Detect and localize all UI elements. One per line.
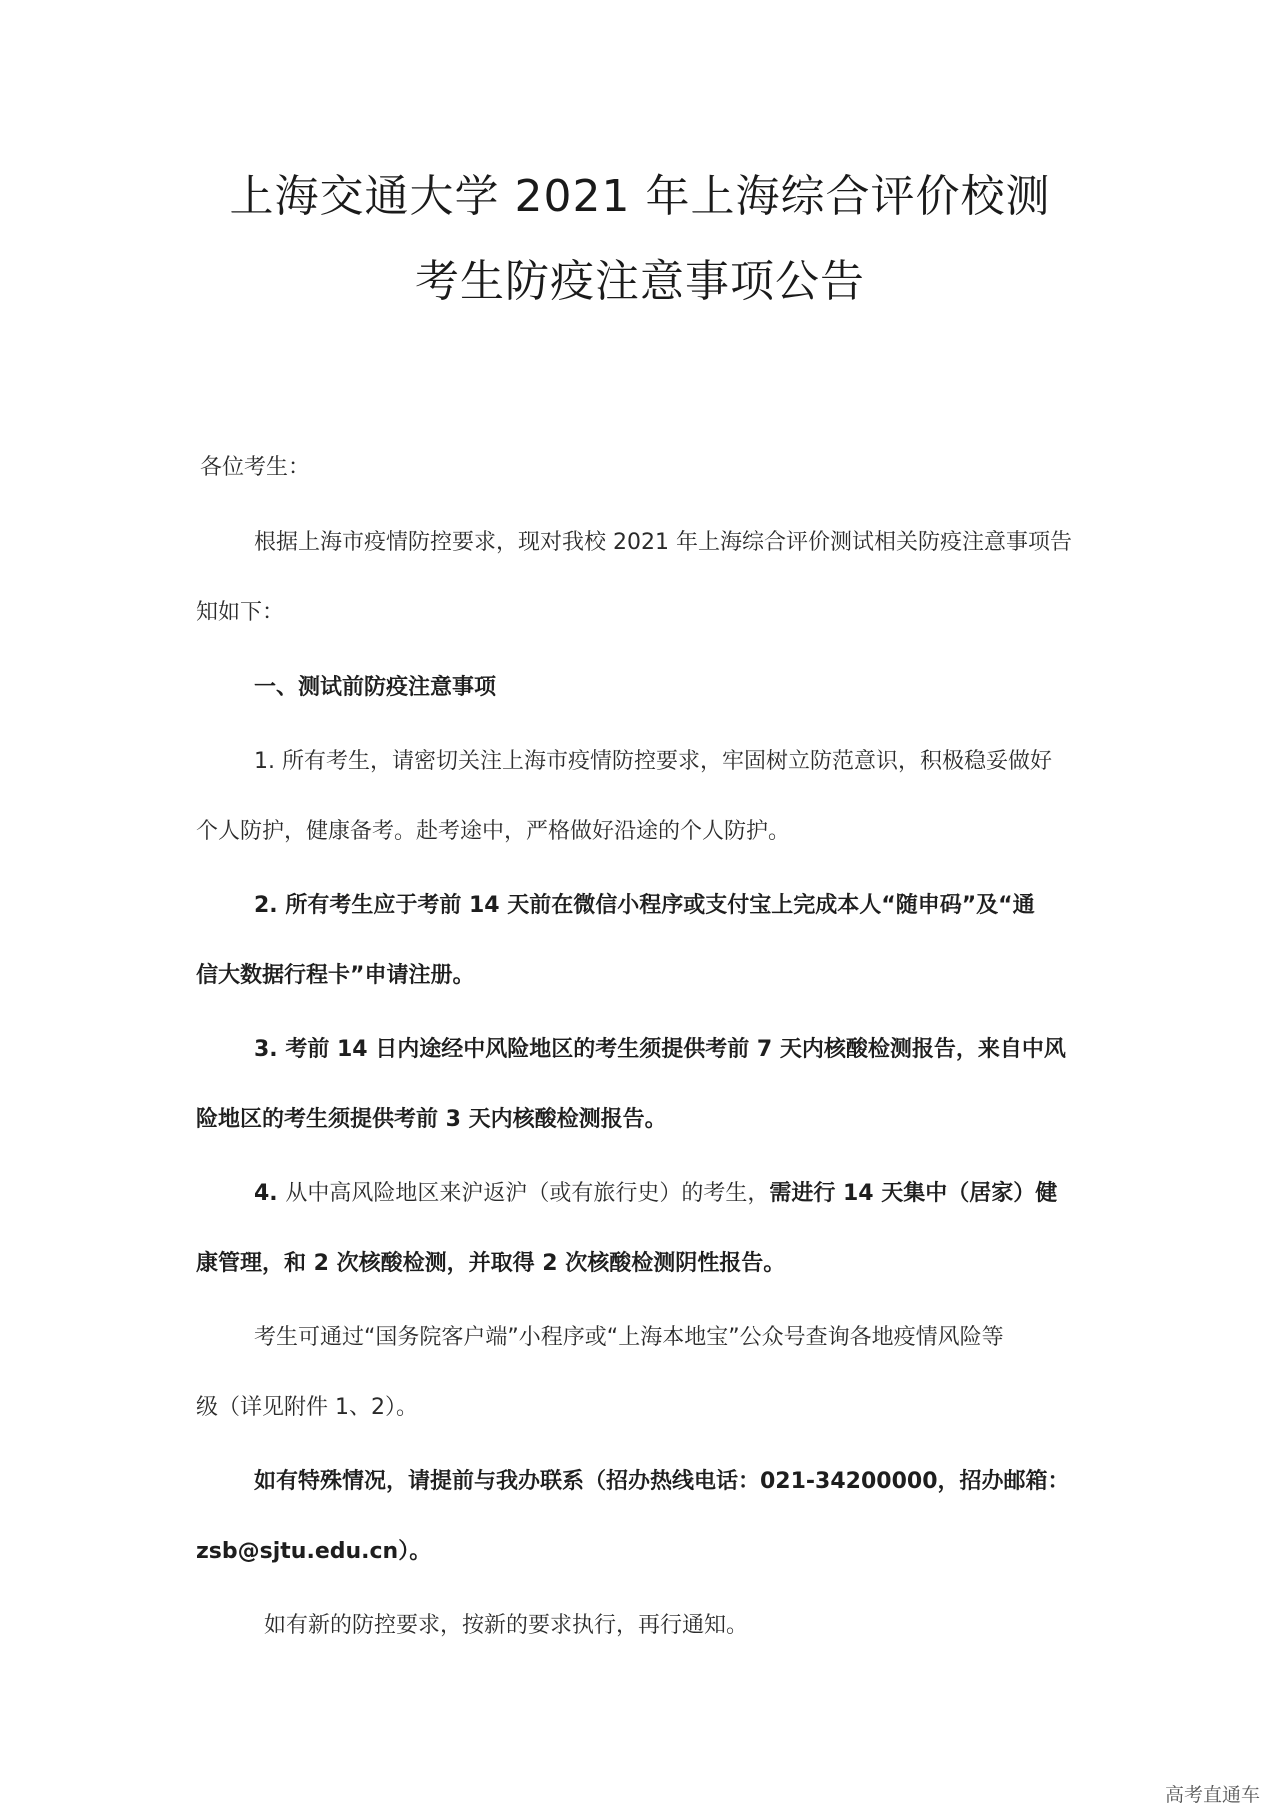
greeting: 各位考生： (200, 455, 311, 480)
item-4-number: 4. (254, 1181, 286, 1206)
section-heading: 一、测试前防疫注意事项 (254, 675, 497, 700)
item-4-line2: 康管理，和 2 次核酸检测，并取得 2 次核酸检测阴性报告。 (196, 1251, 786, 1276)
intro-paragraph-line2: 知如下： (196, 600, 285, 625)
watermark-text: 高考直通车 (1164, 1784, 1260, 1806)
item-1-line2: 个人防护，健康备考。赴考途中，严格做好沿途的个人防护。 (196, 819, 791, 844)
item-4-bold-text: 需进行 14 天集中（居家）健 (769, 1181, 1058, 1206)
contact-line2: zsb@sjtu.edu.cn）。 (196, 1539, 432, 1564)
closing-note: 如有新的防控要求，按新的要求执行，再行通知。 (264, 1613, 749, 1638)
query-note-line2: 级（详见附件 1、2）。 (196, 1395, 418, 1420)
document-title-line2: 考生防疫注意事项公告 (415, 256, 865, 307)
item-3-line2: 险地区的考生须提供考前 3 天内核酸检测报告。 (196, 1107, 667, 1132)
intro-paragraph-line1: 根据上海市疫情防控要求，现对我校 2021 年上海综合评价测试相关防疫注意事项告 (254, 530, 1072, 555)
item-4-line1 (254, 1179, 1057, 1209)
query-note-line1: 考生可通过“国务院客户端”小程序或“上海本地宝”公众号查询各地疫情风险等 (254, 1325, 1004, 1350)
item-1-line1: 1. 所有考生，请密切关注上海市疫情防控要求，牢固树立防范意识，积极稳妥做好 (254, 749, 1052, 774)
contact-line1: 如有特殊情况，请提前与我办联系（招办热线电话：021-34200000，招办邮箱： (254, 1469, 1070, 1494)
item-3-line1: 3. 考前 14 日内途经中风险地区的考生须提供考前 7 天内核酸检测报告，来自中风 (254, 1037, 1066, 1062)
item-4-normal-text: 从中高风险地区来沪返沪（或有旅行史）的考生， (285, 1181, 770, 1206)
item-2-line2: 信大数据行程卡”申请注册。 (196, 963, 475, 988)
document-title-line1: 上海交通大学 2021 年上海综合评价校测 (229, 171, 1051, 222)
item-2-line1: 2. 所有考生应于考前 14 天前在微信小程序或支付宝上完成本人“随申码”及“通 (254, 893, 1035, 918)
